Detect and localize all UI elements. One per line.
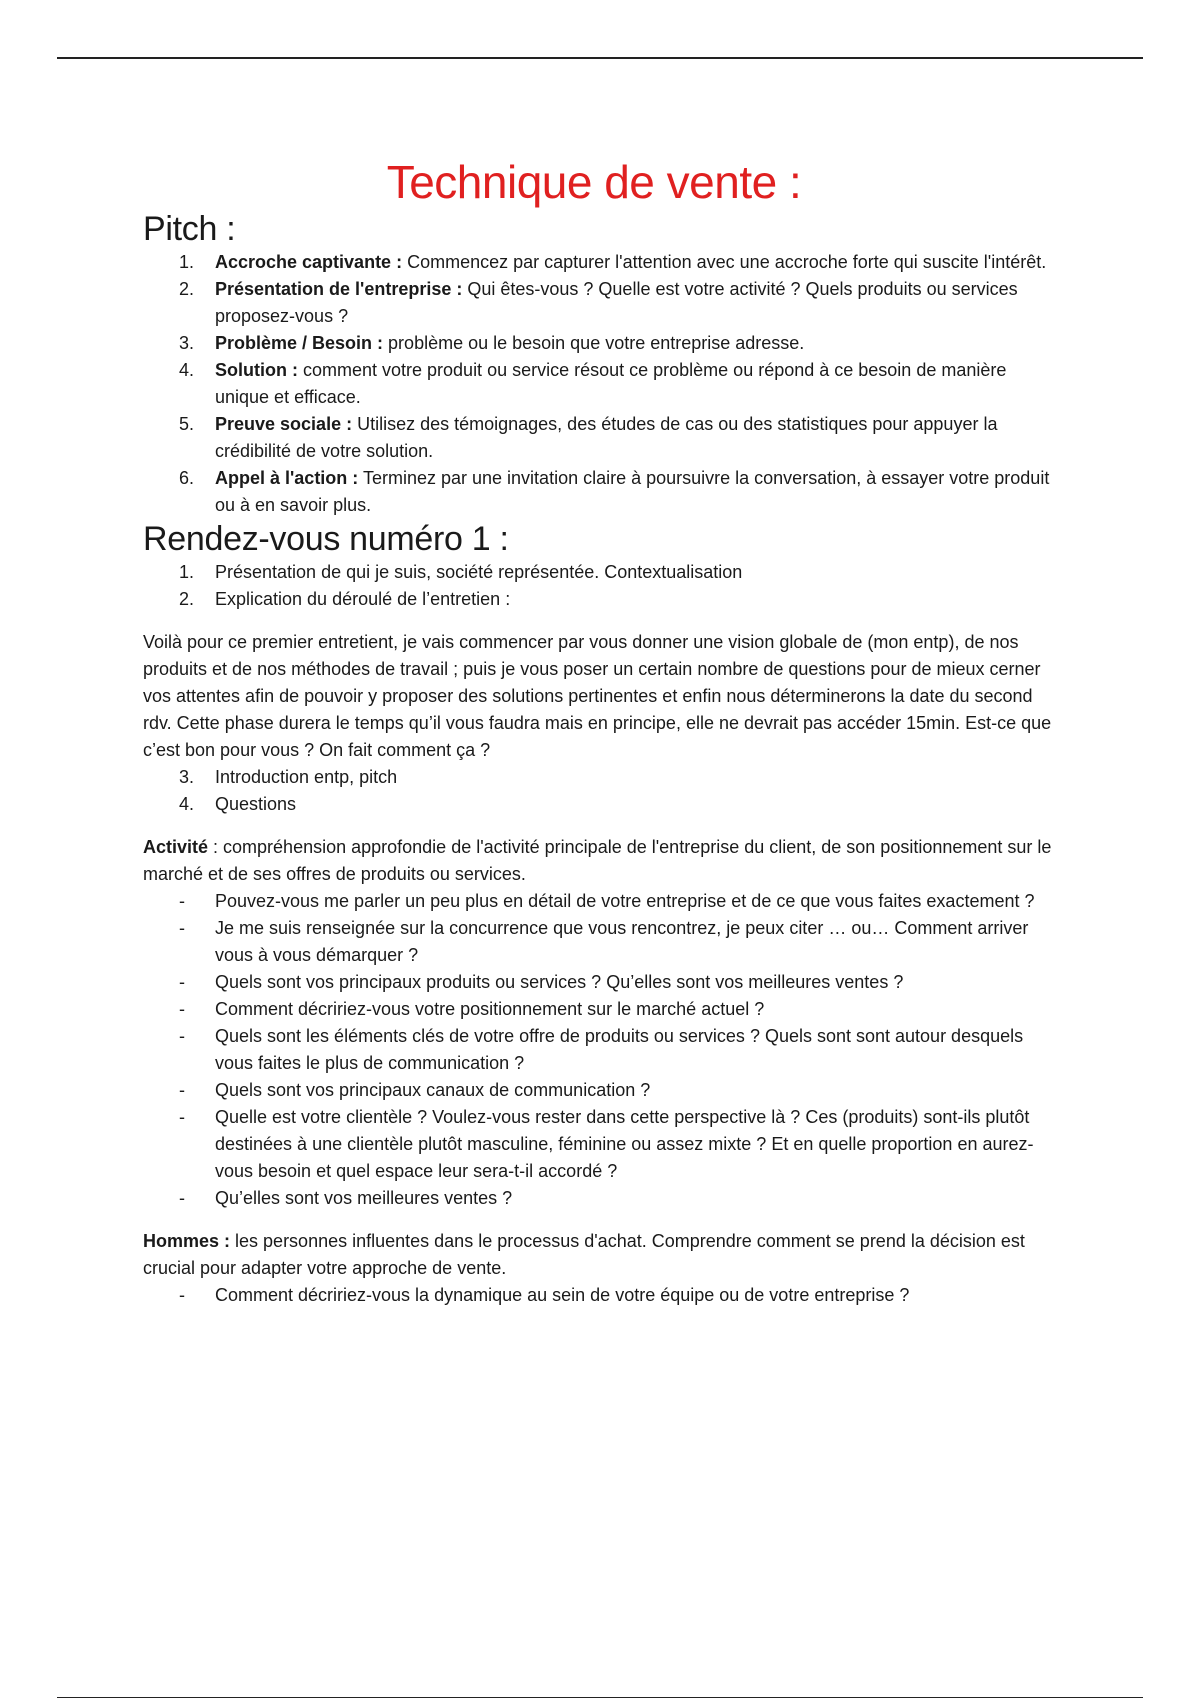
pitch-item [143,465,1063,519]
activite-label: Activité [143,837,209,857]
pitch-item-label: Solution : [215,360,298,380]
hommes-label: Hommes : [143,1231,231,1251]
rdv-steps-a [143,559,1063,613]
activite-text: : compréhension approfondie de l'activité principale de l'entreprise du client, de son positionnement sur le marché et de ses offres de produits ou services. [143,837,1052,884]
list-number: 3. [179,333,195,353]
dash-bullet: - [179,918,185,938]
rdv-step [143,764,1063,791]
question-text: Quels sont vos principaux produits ou services ? Qu’elles sont vos meilleures ventes ? [215,972,904,992]
hommes-questions [143,1282,1063,1309]
dash-bullet: - [179,1026,185,1046]
question-item [143,1185,1063,1212]
question-text: Je me suis renseignée sur la concurrence que vous rencontrez, je peux citer … ou… Comment arriver vous à vous démarquer ? [215,918,1029,965]
question-item [143,1104,1063,1185]
pitch-item [143,330,1063,357]
pitch-item-label: Appel à l'action : [215,468,359,488]
header-rule [57,57,1143,59]
question-item [143,996,1063,1023]
dash-bullet: - [179,999,185,1019]
question-item [143,969,1063,996]
list-number: 2. [179,589,195,609]
list-number: 1. [179,562,195,582]
pitch-heading: Pitch : [143,210,236,248]
question-item [143,888,1063,915]
rdv-step [143,586,1063,613]
dash-bullet: - [179,891,185,911]
pitch-item-label: Accroche captivante : [215,252,403,272]
dash-bullet: - [179,1188,185,1208]
question-text: Quelle est votre clientèle ? Voulez-vous rester dans cette perspective là ? Ces (produits) sont-ils plutôt destinées à une clientèle plutôt masculine, féminine ou assez mixte ? Et en quelle proportion en aurez-vous besoin et quel espace leur sera-t-il accordé ? [215,1107,1034,1181]
question-item [143,1023,1063,1077]
activite-paragraph [143,834,1063,888]
list-number: 1. [179,252,195,272]
pitch-item [143,411,1063,465]
pitch-list [143,249,1063,519]
hommes-text: les personnes influentes dans le processus d'achat. Comprendre comment se prend la décision est crucial pour adapter votre approche de vente. [143,1231,1025,1278]
question-text: Comment décririez-vous votre positionnement sur le marché actuel ? [215,999,765,1019]
pitch-item [143,249,1063,276]
question-text: Quels sont vos principaux canaux de communication ? [215,1080,651,1100]
rdv-step-text: Explication du déroulé de l’entretien : [215,589,511,609]
pitch-item [143,276,1063,330]
question-text: Comment décririez-vous la dynamique au sein de votre équipe ou de votre entreprise ? [215,1285,910,1305]
pitch-item-label: Présentation de l'entreprise : [215,279,463,299]
list-number: 2. [179,279,195,299]
question-text: Quels sont les éléments clés de votre offre de produits ou services ? Quels sont sont autour desquels vous faites le plus de communication ? [215,1026,1024,1073]
rdv-steps-b [143,764,1063,818]
pitch-item-label: Problème / Besoin : [215,333,384,353]
pitch-item [143,357,1063,411]
list-number: 3. [179,767,195,787]
activite-questions [143,888,1063,1212]
document-title: Technique de vente : [386,156,802,208]
pitch-item-text: Terminez par une invitation claire à poursuivre la conversation, à essayer votre produit ou à en savoir plus. [215,468,1050,515]
question-item [143,915,1063,969]
dash-bullet: - [179,1107,185,1127]
question-text: Qu’elles sont vos meilleures ventes ? [215,1188,513,1208]
rdv-paragraph: Voilà pour ce premier entretient, je vais commencer par vous donner une vision globale de (mon entp), de nos produits et de nos méthodes de travail ; puis je vous poser un certain nombre de questions pour de mieux cerner vos attentes afin de pouvoir y proposer des solutions pertinentes et enfin nous déterminerons la date du second rdv. Cette phase durera le temps qu’il vous faudra mais en principe, elle ne devrait pas accéder 15min. Est-ce que c’est bon pour vous ? On fait comment ça ? [143,632,1052,760]
pitch-item-label: Preuve sociale : [215,414,353,434]
question-text: Pouvez-vous me parler un peu plus en détail de votre entreprise et de ce que vous faites exactement ? [215,891,1035,911]
pitch-item-text: Commencez par capturer l'attention avec une accroche forte qui suscite l'intérêt. [402,252,1047,272]
list-number: 6. [179,468,195,488]
list-number: 5. [179,414,195,434]
rdv-step-text: Introduction entp, pitch [215,767,398,787]
rdv-step-text: Présentation de qui je suis, société représentée. Contextualisation [215,562,743,582]
rdv-heading: Rendez-vous numéro 1 : [143,520,509,558]
pitch-item-text: Utilisez des témoignages, des études de cas ou des statistiques pour appuyer la crédibilité de votre solution. [215,414,998,461]
rdv-step [143,791,1063,818]
dash-bullet: - [179,972,185,992]
pitch-item-text: comment votre produit ou service résout ce problème ou répond à ce besoin de manière unique et efficace. [215,360,1007,407]
document-page [143,140,1063,1309]
question-item [143,1282,1063,1309]
pitch-item-text: Qui êtes-vous ? Quelle est votre activité ? Quels produits ou services proposez-vous ? [215,279,1018,326]
rdv-step [143,559,1063,586]
list-number: 4. [179,794,195,814]
list-number: 4. [179,360,195,380]
rdv-step-text: Questions [215,794,297,814]
dash-bullet: - [179,1285,185,1305]
hommes-paragraph [143,1228,1063,1282]
pitch-item-text: problème ou le besoin que votre entreprise adresse. [383,333,805,353]
question-item [143,1077,1063,1104]
footer-rule [57,1697,1143,1698]
dash-bullet: - [179,1080,185,1100]
